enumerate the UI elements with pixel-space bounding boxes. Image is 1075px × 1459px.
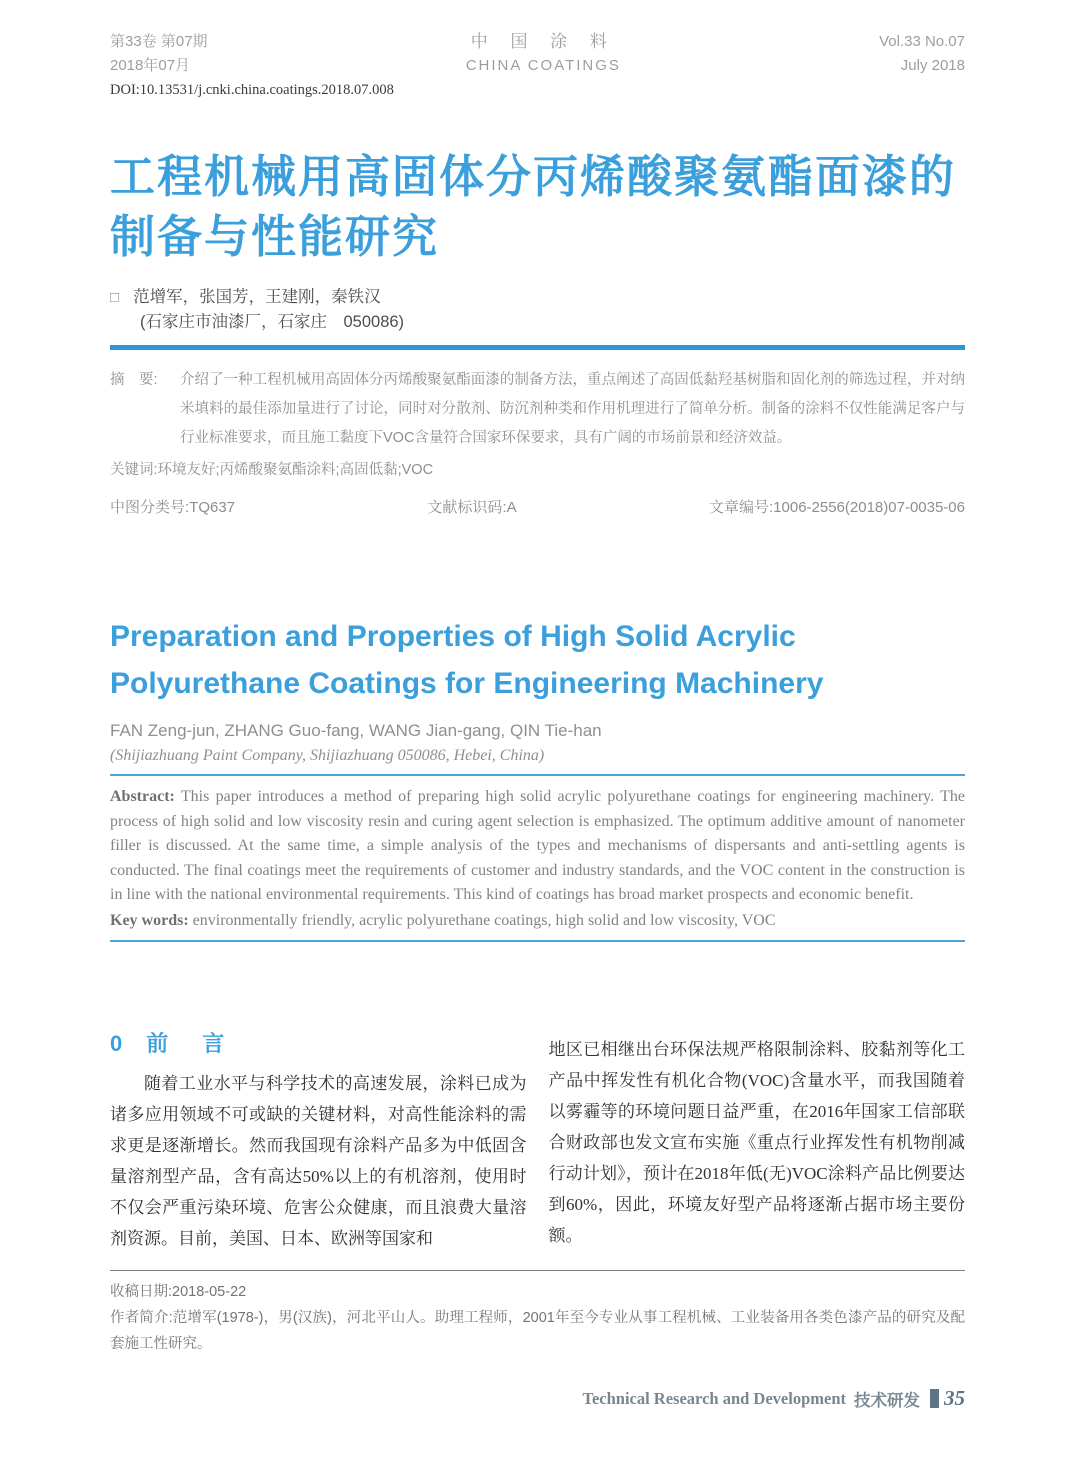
section-0-heading [110,1030,527,1058]
journal-header [110,30,965,78]
abstract-cn [110,366,965,453]
authors-cn: 范增军，张国芳，王建刚，秦铁汉 [133,288,381,306]
abstract-cn-text: 介绍了一种工程机械用高固体分丙烯酸聚氨酯面漆的制备方法，重点阐述了高固低黏羟基树脂和固化剂的筛选过程，并对纳米填料的最佳添加量进行了讨论，同时对分散剂、防沉剂种类和作用机理进行了简单分析。制备的涂料不仅性能满足客户与行业标准要求，而且施工黏度下VOC含量符合国家环保要求，具有广阔的市场前景和经济效益。 [180,372,965,446]
section-0-title: 前 言 [146,1030,231,1056]
paper-title-cn-line2: 制备与性能研究 [110,211,440,262]
header-center [466,30,621,78]
footer-section-cn: 技术研发 [854,1391,920,1410]
abstract-en-text: This paper introduces a method of preparing high solid acrylic polyurethane coatings for engineering machinery. The process of high solid and low viscosity resin and curing agent selection is emphasized. The optimum additive amount of nanometer filler is discussed. At the same time, a simple analysis of the types and mechanisms of dispersants and anti-settling agents is conducted. The final coatings meet the requirements of customer and industry standards, and the VOC content in the construction is in line with the national environmental requirements. This kind of coatings has broad market prospects and economic benefit. [110,788,965,903]
journal-name-cn: 中 国 涂 料 [470,32,616,51]
paper-title-en [110,613,965,707]
abstract-en-label: Abstract: [110,788,175,805]
affiliation-cn: (石家庄市油漆厂，石家庄 050086) [140,313,405,331]
clc-number: 中图分类号:TQ637 [110,499,236,516]
keywords-cn [110,456,965,484]
received-date: 收稿日期:2018-05-22 [110,1283,247,1300]
abstract-en [110,785,965,908]
header-right [879,30,965,78]
section-0-number: 0 [110,1030,123,1056]
paper-title-en-line2: Polyurethane Coatings for Engineering Machinery [110,667,824,700]
affiliation-en: (Shijiazhuang Paint Company, Shijiazhuang 050086, Hebei, China) [110,747,545,764]
authors-cn-line [110,285,965,310]
body-paragraph-left: 随着工业水平与科学技术的高速发展，涂料已成为诸多应用领域不可或缺的关键材料，对高性能涂料的需求更是逐渐增长。然而我国现有涂料产品多为中低固含量溶剂型产品，含有高达50%以上的有机溶剂，使用时不仅会严重污染环境、危害公众健康，而且浪费大量溶剂资源。目前，美国、日本、欧洲等国家和 [110,1073,527,1248]
authors-en: FAN Zeng-jun, ZHANG Guo-fang, WANG Jian-gang, QIN Tie-han [110,721,602,740]
divider-rule-thin-bottom [110,940,965,942]
footer-section-en: Technical Research and Development [582,1388,846,1408]
abstract-cn-label: 摘 要: [110,372,158,388]
keywords-en-text: environmentally friendly, acrylic polyurethane coatings, high solid and low viscosity, VOC [188,911,776,929]
body-column-left [110,1030,527,1254]
author-bio: 作者简介:范增军(1978-)，男(汉族)，河北平山人。助理工程师，2001年至今专业从事工程机械、工业装备用各类色漆产品的研究及配套施工性研究。 [110,1309,965,1352]
author-marker-icon: □ [110,289,120,306]
volume-issue-cn: 第33卷 第07期 [110,33,208,50]
volume-issue-en: Vol.33 No.07 [879,33,965,50]
paper-title-cn [110,147,965,267]
document-code: 文献标识码:A [427,499,517,516]
doi: DOI:10.13531/j.cnki.china.coatings.2018.07.008 [110,82,394,98]
date-cn: 2018年07月 [110,57,191,74]
page-footer [582,1386,965,1411]
page-number: 35 [944,1386,965,1410]
footer-bar-icon [930,1389,939,1408]
body-paragraph-right: 地区已相继出台环保法规严格限制涂料、胶黏剂等化工产品中挥发性有机化合物(VOC)含量水平，而我国随着以雾霾等的环境问题日益严重，在2016年国家工信部联合财政部也发文宣布实施《重点行业挥发性有机物削减行动计划》，预计在2018年低(无)VOC涂料产品比例要达到60%，因此，环境友好型产品将逐渐占据市场主要份额。 [548,1039,965,1245]
date-en: July 2018 [900,57,965,74]
keywords-cn-label: 关键词: [110,462,158,478]
article-id: 文章编号:1006-2556(2018)07-0035-06 [709,499,965,516]
paper-title-cn-line1: 工程机械用高固体分丙烯酸聚氨酯面漆的 [110,151,957,202]
keywords-cn-text: 环境友好;丙烯酸聚氨酯涂料;高固低黏;VOC [157,462,434,478]
keywords-en-label: Key words: [110,911,189,929]
paper-title-en-line1: Preparation and Properties of High Solid Acrylic [110,620,796,653]
meta-row [110,496,965,517]
body-columns [110,1030,965,1254]
divider-rule-thick [110,345,965,350]
body-column-right [549,1030,966,1254]
keywords-en [110,909,965,933]
authors-cn-block [110,285,965,335]
header-left [110,30,208,78]
journal-name-en: CHINA COATINGS [465,57,621,74]
divider-rule-thin-top [110,774,965,776]
footnote-block [110,1270,965,1357]
